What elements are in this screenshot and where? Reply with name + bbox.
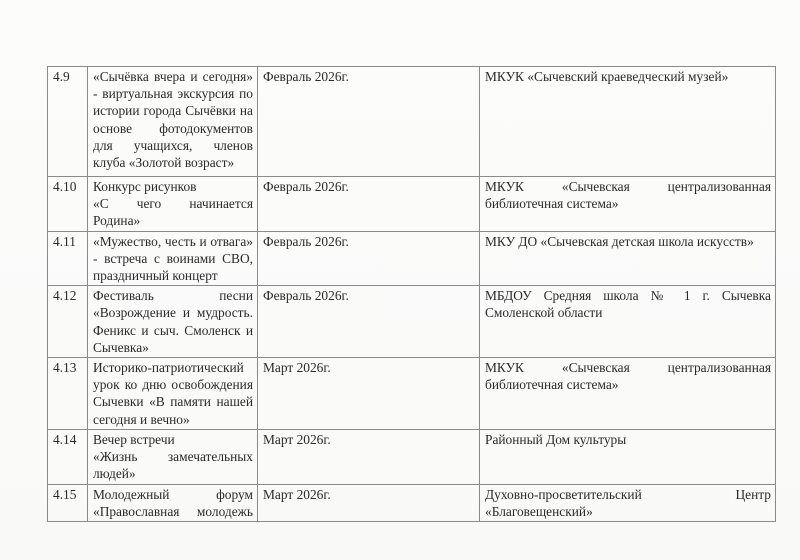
table-row xyxy=(48,67,776,177)
responsible-organization-cell xyxy=(480,358,776,430)
organization-text-line: МКУ ДО «Сычевская детская школа искусств» xyxy=(485,233,754,249)
organization-text-line: МБДОУ Средняя школа № 1 г. Сычевка xyxy=(485,288,771,304)
responsible-organization-cell xyxy=(480,484,776,521)
event-text-line: «Жизнь замечательных xyxy=(93,449,253,465)
organization-text-line: библиотечная система» xyxy=(485,377,619,393)
responsible-organization-cell xyxy=(480,177,776,232)
event-date-cell xyxy=(258,286,480,358)
event-text-line: - встреча с воинами СВО, xyxy=(93,250,253,266)
event-text-line: Феникс и сыч. Смоленск и xyxy=(93,322,253,338)
event-date-cell xyxy=(258,484,480,521)
event-text-line: истории города Сычёвки на xyxy=(93,103,253,119)
event-text-line: Молодежный форум xyxy=(93,486,253,502)
item-number: 4.10 xyxy=(53,179,77,194)
event-date: Февраль 2026г. xyxy=(263,69,349,84)
event-text-line: Сычевка» xyxy=(93,339,149,355)
organization-text-line: «Благовещенский» xyxy=(485,503,593,519)
event-date: Февраль 2026г. xyxy=(263,179,349,194)
event-text-line: праздничный концерт xyxy=(93,268,218,284)
event-text-line: для учащихся, членов xyxy=(93,137,253,153)
event-text-line: сегодня и вечно» xyxy=(93,411,190,427)
event-description-cell xyxy=(88,231,258,286)
event-text-line: «Православная молодежь xyxy=(93,503,253,519)
item-number-cell xyxy=(48,358,88,430)
event-text-line: «Сычёвка вчера и сегодня» xyxy=(93,69,253,84)
event-description-cell xyxy=(88,430,258,485)
item-number: 4.9 xyxy=(53,69,70,84)
event-text-line: Историко-патриотический xyxy=(93,360,244,376)
event-description-cell xyxy=(88,286,258,358)
event-description-cell xyxy=(88,358,258,430)
event-description-cell xyxy=(88,67,258,177)
organization-text-line: Духовно-просветительский Центр xyxy=(485,486,771,502)
item-number: 4.15 xyxy=(53,486,77,502)
item-number-cell xyxy=(48,67,88,177)
event-date-cell xyxy=(258,430,480,485)
event-text-line: - виртуальная экскурсия по xyxy=(93,86,253,102)
event-date-cell xyxy=(258,67,480,177)
event-date: Февраль 2026г. xyxy=(263,233,349,249)
item-number: 4.14 xyxy=(53,432,77,448)
event-text-line: урок ко дню освобождения xyxy=(93,377,253,393)
table-row xyxy=(48,231,776,286)
item-number: 4.11 xyxy=(53,233,76,249)
item-number-cell xyxy=(48,484,88,521)
item-number: 4.12 xyxy=(53,288,77,304)
organization-text-line: МКУК «Сычевский краеведческий музей» xyxy=(485,69,729,84)
item-number-cell xyxy=(48,286,88,358)
event-text-line: «Возрождение и мудрость. xyxy=(93,305,253,321)
event-text-line: основе фотодокументов xyxy=(93,120,253,136)
event-date: Февраль 2026г. xyxy=(263,288,349,304)
organization-text-line: Районный Дом культуры xyxy=(485,432,627,448)
event-date-cell xyxy=(258,231,480,286)
events-plan-table xyxy=(47,66,776,522)
event-text-line: Сычевки «В памяти нашей xyxy=(93,394,253,410)
table-row xyxy=(48,358,776,430)
responsible-organization-cell xyxy=(480,231,776,286)
event-text-line: Фестиваль песни xyxy=(93,288,253,304)
organization-text-line: библиотечная система» xyxy=(485,196,619,212)
item-number-cell xyxy=(48,231,88,286)
responsible-organization-cell xyxy=(480,430,776,485)
item-number: 4.13 xyxy=(53,360,77,376)
item-number-cell xyxy=(48,430,88,485)
table-row xyxy=(48,484,776,521)
table-row xyxy=(48,177,776,232)
event-text-line: «Мужество, честь и отвага» xyxy=(93,233,253,249)
event-date: Март 2026г. xyxy=(263,432,331,448)
organization-text-line: МКУК «Сычевская централизованная xyxy=(485,179,771,194)
organization-text-line: Смоленской области xyxy=(485,305,603,321)
item-number-cell xyxy=(48,177,88,232)
event-text-line: людей» xyxy=(93,466,136,482)
event-text-line: Конкурс рисунков xyxy=(93,179,197,194)
responsible-organization-cell xyxy=(480,67,776,177)
event-text-line: «С чего начинается xyxy=(93,196,253,212)
event-date-cell xyxy=(258,177,480,232)
event-date: Март 2026г. xyxy=(263,486,331,502)
event-description-cell xyxy=(88,484,258,521)
table-row xyxy=(48,430,776,485)
organization-text-line: МКУК «Сычевская централизованная xyxy=(485,360,771,376)
event-text-line: клуба «Золотой возраст» xyxy=(93,155,235,171)
event-date: Март 2026г. xyxy=(263,360,331,376)
event-text-line: Родина» xyxy=(93,213,141,229)
responsible-organization-cell xyxy=(480,286,776,358)
table-row xyxy=(48,286,776,358)
event-description-cell xyxy=(88,177,258,232)
event-text-line: Вечер встречи xyxy=(93,432,175,448)
event-date-cell xyxy=(258,358,480,430)
table-body xyxy=(48,67,776,522)
